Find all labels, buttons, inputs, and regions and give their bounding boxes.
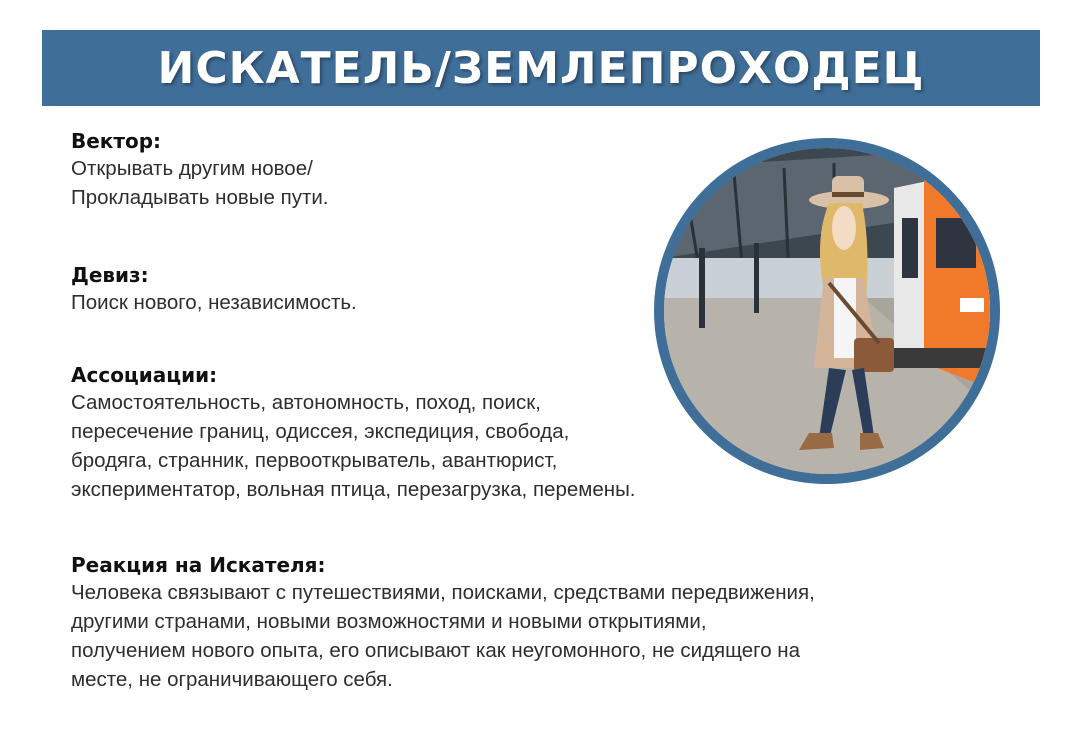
reaction-line: другими странами, новыми возможностями и новыми открытиями,	[71, 610, 707, 633]
reaction-line: получением нового опыта, его описывают как неугомонного, не сидящего на	[71, 639, 801, 662]
vector-line: Открывать другим новое/	[71, 157, 313, 180]
vector-section	[71, 128, 329, 212]
associations-line: Самостоятельность, автономность, поход, поиск,	[71, 391, 541, 414]
associations-heading: Ассоциации:	[71, 363, 218, 387]
reaction-heading: Реакция на Искателя:	[71, 553, 326, 577]
motto-section	[71, 262, 357, 317]
reaction-section	[71, 552, 815, 694]
traveler-illustration	[654, 138, 1000, 484]
title-banner	[42, 30, 1040, 106]
motto-heading: Девиз:	[71, 263, 149, 287]
vector-line: Прокладывать новые пути.	[71, 186, 329, 209]
associations-line: пересечение границ, одиссея, экспедиция, свобода,	[71, 420, 570, 443]
page-title: ИСКАТЕЛЬ/ЗЕМЛЕПРОХОДЕЦ	[157, 42, 925, 94]
associations-section	[71, 362, 636, 504]
vector-heading: Вектор:	[71, 129, 162, 153]
traveler-at-train-station-icon	[664, 148, 990, 474]
associations-line: бродяга, странник, первооткрыватель, авантюрист,	[71, 449, 558, 472]
associations-line: экспериментатор, вольная птица, перезагрузка, перемены.	[71, 478, 636, 501]
motto-line: Поиск нового, независимость.	[71, 291, 357, 314]
reaction-line: месте, не ограничивающего себя.	[71, 668, 393, 691]
reaction-line: Человека связывают с путешествиями, поисками, средствами передвижения,	[71, 581, 815, 604]
